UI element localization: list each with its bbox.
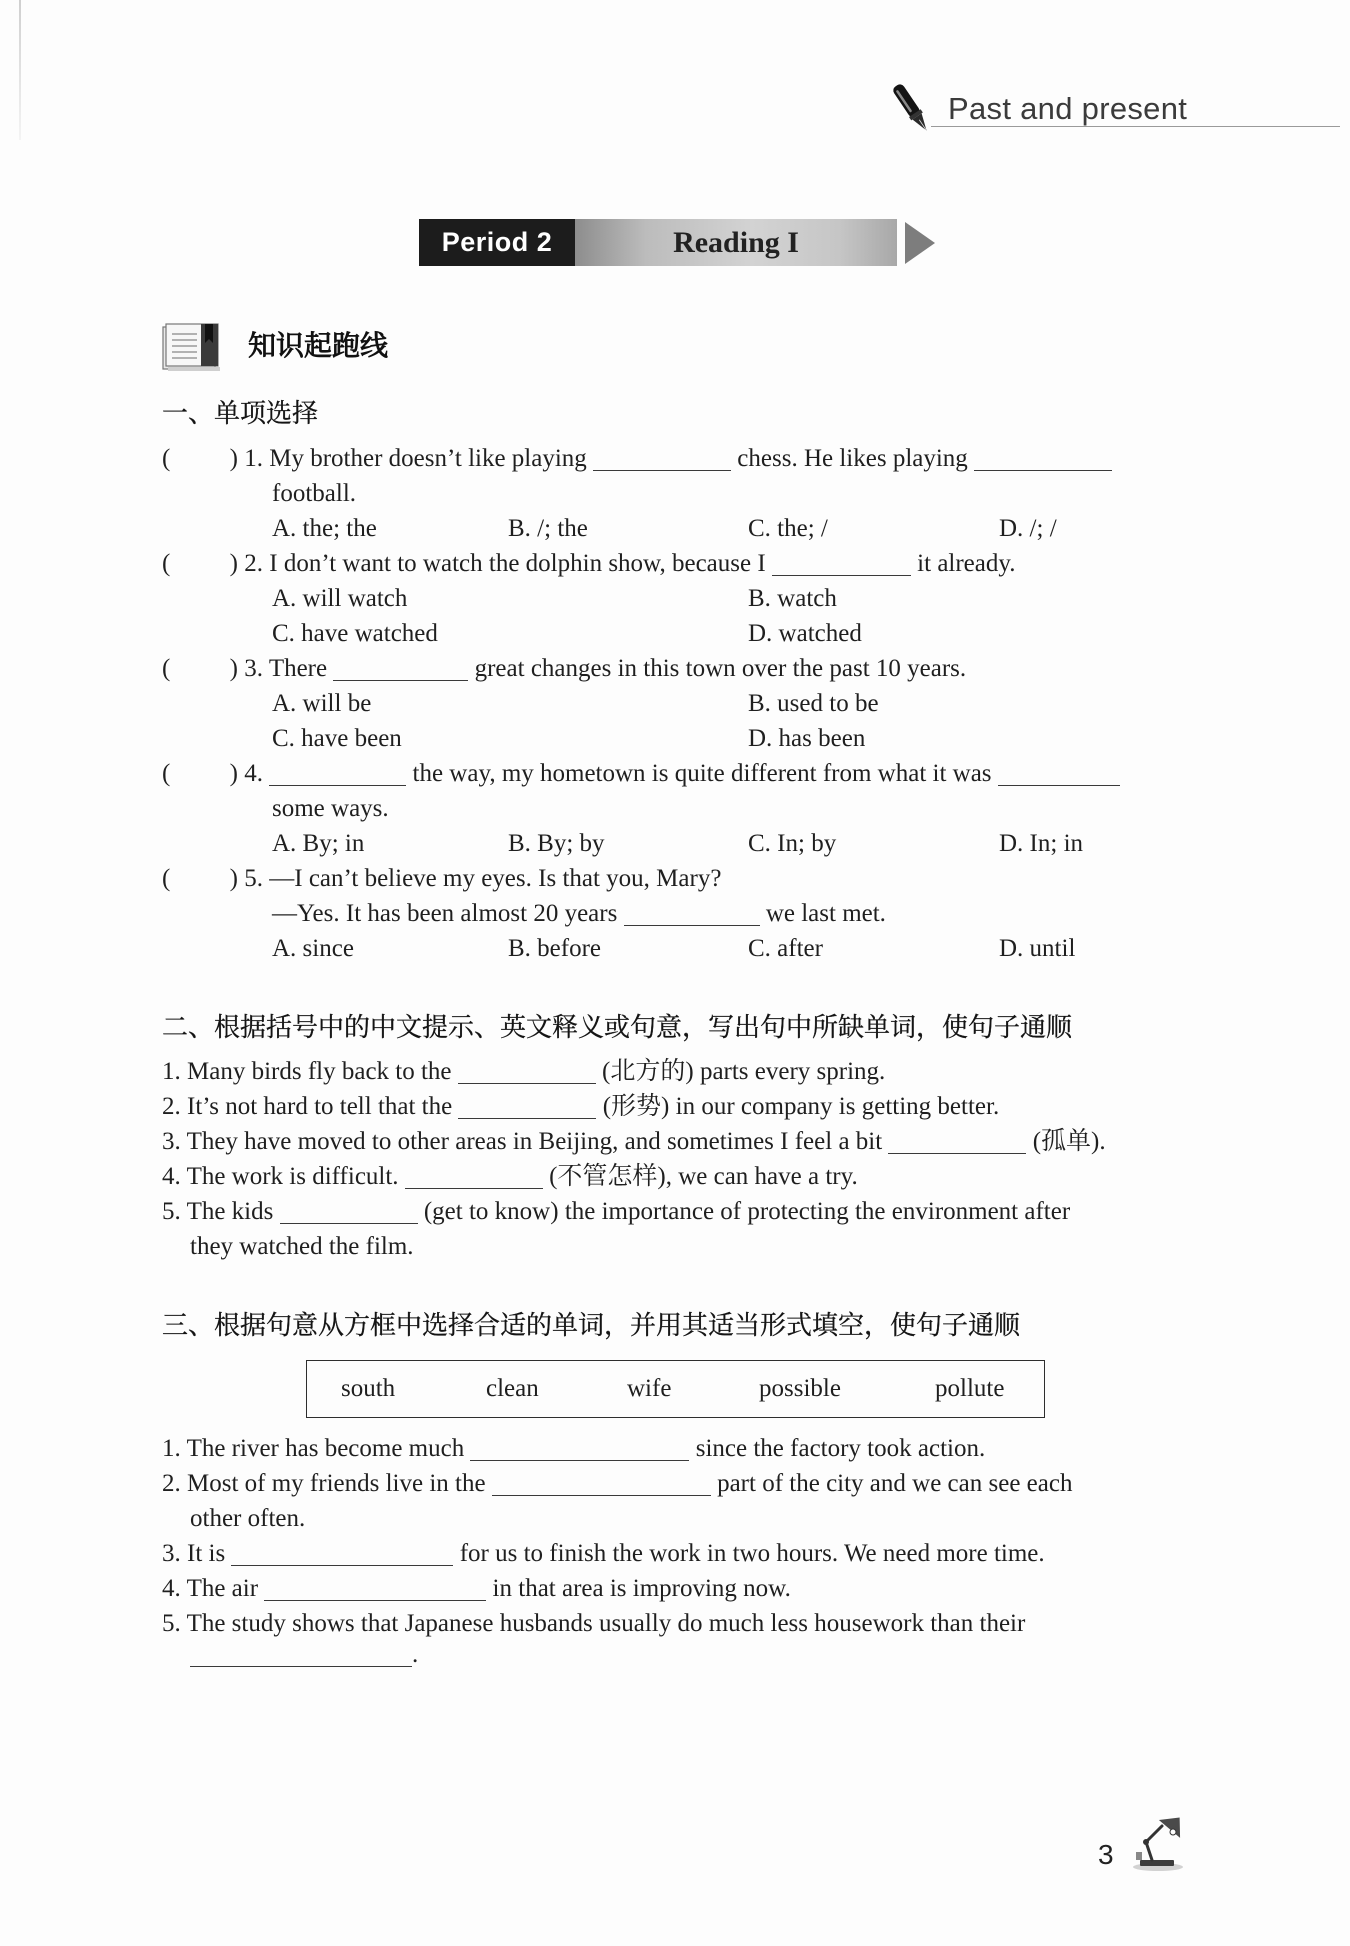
part2-title: 二、根据括号中的中文提示、英文释义或句意，写出句中所缺单词，使句子通顺 [162, 1013, 1073, 1043]
bracket-open: ( [162, 865, 171, 892]
answer-blank[interactable] [624, 904, 760, 926]
bracket-close: ) [229, 865, 238, 892]
lesson-title: Reading I [575, 219, 897, 266]
question-stem: My brother doesn’t like playing [269, 445, 587, 472]
answer-blank[interactable] [405, 1167, 543, 1189]
item-text: They have moved to other areas in Beijing, and sometimes I feel a bit [186, 1128, 883, 1155]
item-text: in that area is improving now. [492, 1575, 791, 1602]
option-b: B. watch [748, 585, 837, 612]
option-c: C. have watched [272, 620, 438, 647]
question-2 [162, 549, 1016, 579]
option-b: B. used to be [748, 690, 879, 717]
question-stem: chess. He likes playing [737, 445, 968, 472]
item-text: The work is difficult. [186, 1163, 399, 1190]
answer-blank[interactable] [269, 764, 406, 786]
answer-blank[interactable] [231, 1544, 453, 1566]
header-rule [931, 126, 1340, 127]
question-number: 1. [244, 445, 263, 472]
bracket-open: ( [162, 760, 171, 787]
option-d: D. In; in [999, 830, 1084, 857]
word-item-1 [162, 1434, 985, 1464]
item-hint: (北方的) [602, 1058, 694, 1085]
answer-blank[interactable] [974, 449, 1112, 471]
answer-bracket[interactable] [162, 759, 238, 789]
question-stem-continued: football. [272, 480, 357, 507]
answer-blank[interactable] [470, 1439, 689, 1461]
item-text: . [412, 1641, 419, 1668]
bracket-open: ( [162, 550, 171, 577]
bracket-close: ) [229, 550, 238, 577]
answer-blank[interactable] [593, 449, 731, 471]
section-title: 知识起跑线 [248, 329, 389, 362]
page-number: 3 [1098, 1839, 1114, 1870]
option-b: B. By; by [508, 830, 605, 857]
item-text: part of the city and we can see each [717, 1470, 1073, 1497]
item-text: It’s not hard to tell that the [187, 1093, 453, 1120]
fill-item-3 [162, 1127, 1106, 1157]
answer-blank[interactable] [998, 764, 1120, 786]
answer-blank[interactable] [492, 1474, 711, 1496]
question-stem: the way, my hometown is quite different from what it was [412, 760, 992, 787]
bracket-close: ) [229, 655, 238, 682]
word-bank-item: pollute [935, 1375, 1005, 1402]
option-c: C. have been [272, 725, 402, 752]
word-item-3 [162, 1539, 1045, 1569]
item-hint: (get to know) [423, 1198, 559, 1225]
option-d: D. until [999, 935, 1076, 962]
answer-bracket[interactable] [162, 654, 238, 684]
item-text: in our company is getting better. [675, 1093, 1000, 1120]
bracket-open: ( [162, 655, 171, 682]
fill-item-4 [162, 1162, 858, 1192]
answer-blank[interactable] [264, 1579, 486, 1601]
answer-blank[interactable] [888, 1132, 1026, 1154]
question-stem: we last met. [765, 900, 886, 927]
fill-item-5 [162, 1197, 1070, 1227]
answer-bracket[interactable] [162, 549, 238, 579]
word-bank-item: clean [486, 1375, 539, 1402]
word-item-4 [162, 1574, 791, 1604]
question-stem: —Yes. It has been almost 20 years [272, 900, 618, 927]
item-hint: (孤单) [1032, 1128, 1100, 1155]
option-a: A. the; the [272, 515, 377, 542]
option-d: D. /; / [999, 515, 1057, 542]
item-number: 2. [162, 1093, 181, 1120]
item-text: It is [187, 1540, 226, 1567]
item-text-continued [190, 1640, 418, 1670]
question-stem: I don’t want to watch the dolphin show, because I [269, 550, 766, 577]
option-d: D. has been [748, 725, 866, 752]
item-text: The study shows that Japanese husbands usually do much less housework than their [186, 1610, 1026, 1637]
item-number: 3. [162, 1128, 181, 1155]
option-b: B. before [508, 935, 602, 962]
item-hint: (不管怎样) [549, 1163, 666, 1190]
word-bank-item: wife [627, 1375, 672, 1402]
item-text: , we can have a try. [665, 1163, 858, 1190]
item-number: 4. [162, 1575, 181, 1602]
item-text: Most of my friends live in the [187, 1470, 486, 1497]
question-number: 2. [244, 550, 263, 577]
question-3 [162, 654, 966, 684]
item-number: 3. [162, 1540, 181, 1567]
word-bank-item: south [341, 1375, 396, 1402]
item-number: 5. [162, 1610, 181, 1637]
item-number: 1. [162, 1058, 181, 1085]
option-d: D. watched [748, 620, 862, 647]
bracket-close: ) [229, 760, 238, 787]
item-text-continued: other often. [190, 1505, 306, 1532]
question-stem-continued: some ways. [272, 795, 389, 822]
word-bank-item: possible [759, 1375, 841, 1402]
answer-blank[interactable] [333, 659, 468, 681]
question-stem: great changes in this town over the past 10 years. [474, 655, 967, 682]
part1-title: 一、单项选择 [162, 399, 319, 429]
question-1 [162, 444, 1112, 474]
book-icon [161, 321, 229, 373]
question-number: 3. [244, 655, 263, 682]
desk-lamp-icon [1128, 1812, 1190, 1872]
option-a: A. since [272, 935, 354, 962]
answer-blank[interactable] [458, 1097, 596, 1119]
bracket-open: ( [162, 445, 171, 472]
item-text: parts every spring. [699, 1058, 886, 1085]
bracket-close: ) [229, 445, 238, 472]
option-c: C. In; by [748, 830, 837, 857]
question-4 [162, 759, 1120, 789]
item-number: 4. [162, 1163, 181, 1190]
question-stem-continued [272, 899, 886, 929]
answer-blank[interactable] [190, 1645, 412, 1667]
answer-blank[interactable] [772, 554, 911, 576]
option-a: A. will be [272, 690, 372, 717]
pen-icon [892, 80, 932, 138]
part3-title: 三、根据句意从方框中选择合适的单词，并用其适当形式填空，使句子通顺 [162, 1311, 1021, 1341]
item-number: 2. [162, 1470, 181, 1497]
question-5 [162, 864, 721, 894]
question-number: 4. [244, 760, 263, 787]
word-item-5 [162, 1609, 1025, 1639]
option-a: A. By; in [272, 830, 365, 857]
question-stem: There [268, 655, 328, 682]
word-item-2 [162, 1469, 1072, 1499]
item-text: the importance of protecting the environment after [564, 1198, 1071, 1225]
option-c: C. the; / [748, 515, 828, 542]
answer-bracket[interactable] [162, 864, 238, 894]
scan-edge [19, 0, 21, 140]
item-number: 1. [162, 1435, 181, 1462]
period-banner [419, 219, 939, 266]
item-text: The river has become much [186, 1435, 465, 1462]
fill-item-1 [162, 1057, 885, 1087]
period-label: Period 2 [419, 219, 575, 266]
answer-bracket[interactable] [162, 444, 238, 474]
header-title: Past and present [948, 91, 1188, 126]
question-stem: it already. [917, 550, 1016, 577]
item-text: The kids [186, 1198, 274, 1225]
item-text: since the factory took action. [695, 1435, 986, 1462]
option-b: B. /; the [508, 515, 588, 542]
option-a: A. will watch [272, 585, 408, 612]
answer-blank[interactable] [458, 1062, 596, 1084]
item-text-continued: they watched the film. [190, 1233, 414, 1260]
item-hint: (形势) [602, 1093, 670, 1120]
fill-item-2 [162, 1092, 999, 1122]
item-text: for us to finish the work in two hours. We need more time. [459, 1540, 1045, 1567]
item-number: 5. [162, 1198, 181, 1225]
word-bank-box [306, 1360, 1045, 1418]
question-stem: —I can’t believe my eyes. Is that you, Mary? [269, 865, 722, 892]
arrow-right-icon [905, 222, 935, 264]
answer-blank[interactable] [280, 1202, 418, 1224]
question-number: 5. [244, 865, 263, 892]
item-text: The air [186, 1575, 259, 1602]
item-text: . [1099, 1128, 1106, 1155]
item-text: Many birds fly back to the [187, 1058, 452, 1085]
option-c: C. after [748, 935, 823, 962]
